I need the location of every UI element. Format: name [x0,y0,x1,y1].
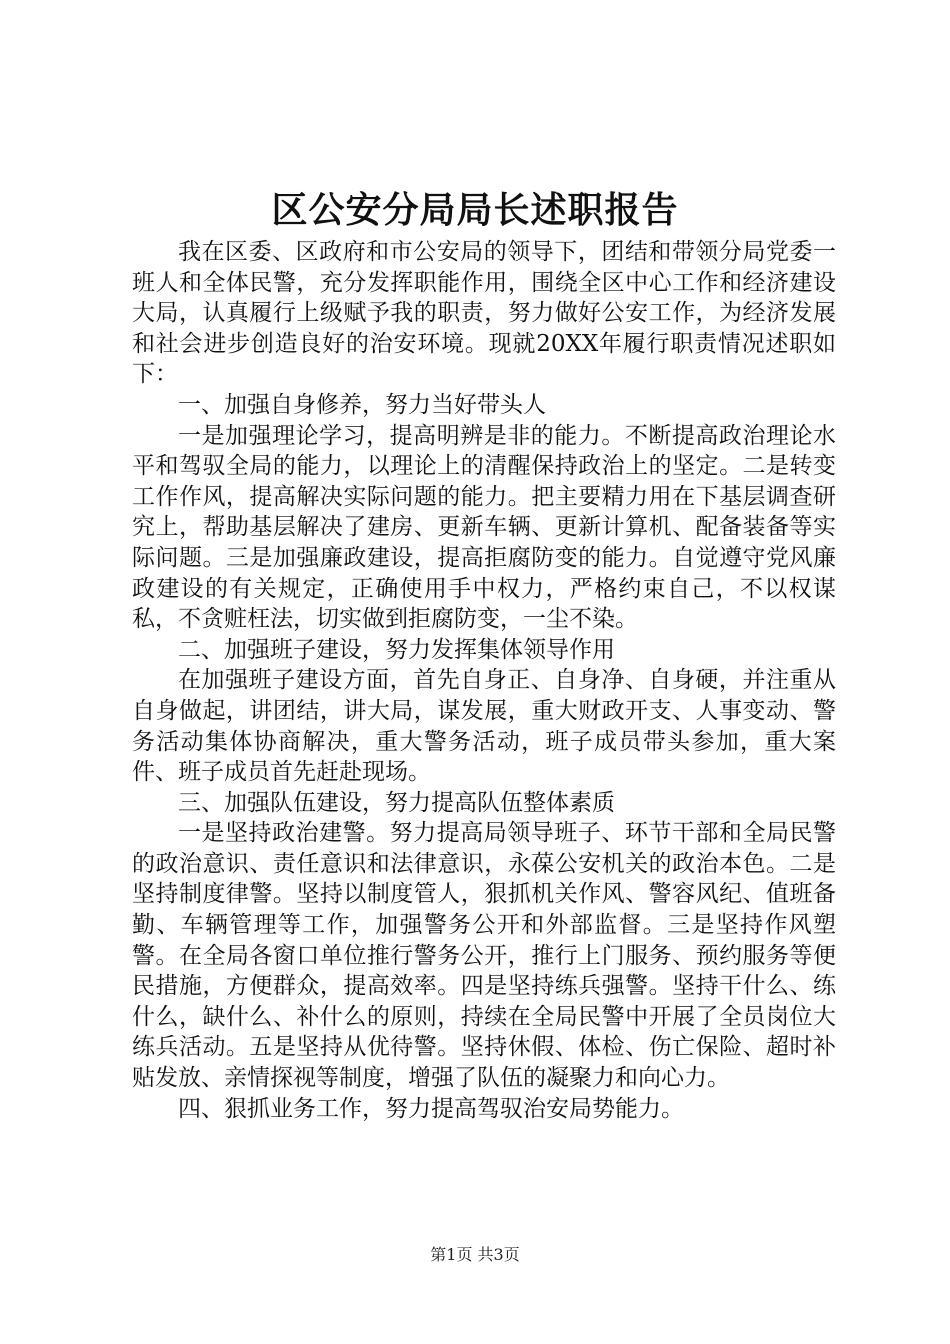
section-1-paragraph: 一是加强理论学习，提高明辨是非的能力。不断提高政治理论水平和驾驭全局的能力，以理论上的清醒保持政治上的坚定。二是转变工作作风，提高解决实际问题的能力。把主要精力用在下基层调查研究上，帮助基层解决了建房、更新车辆、更新计算机、配备装备等实际问题。三是加强廉政建设，提高拒腐防变的能力。自觉遵守党风廉政建设的有关规定，正确使用手中权力，严格约束自己，不以权谋私，不贪赃枉法，切实做到拒腐防变，一尘不染。 [132,422,836,633]
section-heading-2: 二、加强班子建设，努力发挥集体领导作用 [178,636,615,663]
intro-paragraph: 我在区委、区政府和市公安局的领导下，团结和带领分局党委一班人和全体民警，充分发挥职能作用，围绕全区中心工作和经济建设大局，认真履行上级赋予我的职责，努力做好公安工作，为经济发展和社会进步创造良好的治安环境。现就20XX年履行职责情况述职如下： [132,239,836,388]
section-heading-4: 四、狠抓业务工作，努力提高驾驭治安局势能力。 [178,1095,684,1122]
section-2-paragraph: 在加强班子建设方面，首先自身正、自身净、自身硬，并注重从自身做起，讲团结，讲大局，谋发展，重大财政开支、人事变动、警务活动集体协商解决，重大警务活动，班子成员带头参加，重大案件、班子成员首先赶赴现场。 [132,667,836,786]
section-heading-1: 一、加强自身修养，努力当好带头人 [178,391,546,418]
section-heading-3: 三、加强队伍建设，努力提高队伍整体素质 [178,789,615,816]
document-title: 区公安分局局长述职报告 [271,189,679,231]
page-number-footer: 第1页 共3页 [430,1245,520,1264]
document-body [132,237,836,1124]
section-3-paragraph: 一是坚持政治建警。努力提高局领导班子、环节干部和全局民警的政治意识、责任意识和法律意识，永葆公安机关的政治本色。二是坚持制度律警。坚持以制度管人，狠抓机关作风、警容风纪、值班备勤、车辆管理等工作，加强警务公开和外部监督。三是坚持作风塑警。在全局各窗口单位推行警务公开，推行上门服务、预约服务等便民措施，方便群众，提高效率。四是坚持练兵强警。坚持干什么、练什么，缺什么、补什么的原则，持续在全局民警中开展了全员岗位大练兵活动。五是坚持从优待警。坚持休假、体检、伤亡保险、超时补贴发放、亲情探视等制度，增强了队伍的凝聚力和向心力。 [132,820,836,1092]
